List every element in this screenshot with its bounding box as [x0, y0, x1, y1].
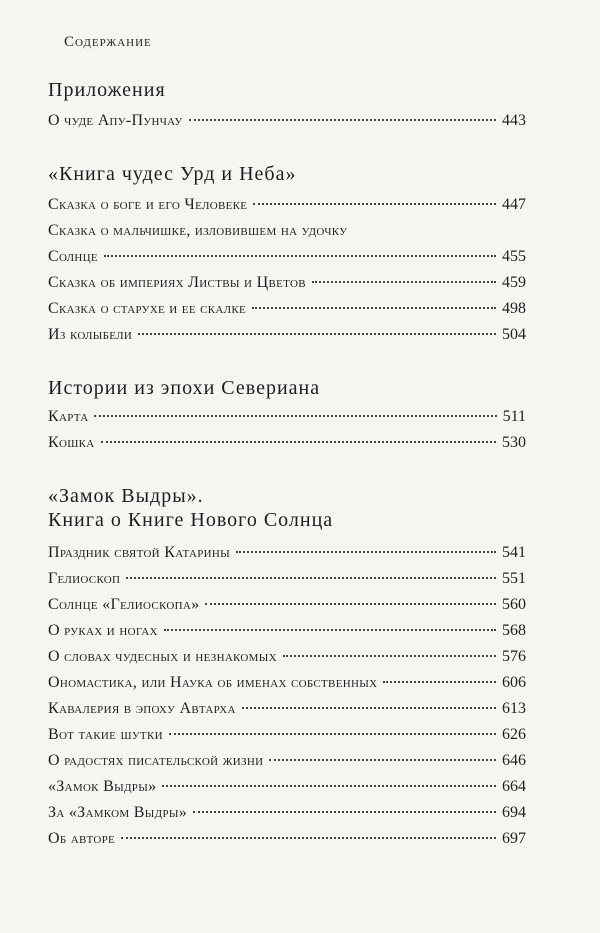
toc-entry[interactable] [48, 568, 526, 590]
entry-title: Вот такие шутки [48, 726, 163, 743]
dot-leader [164, 629, 496, 631]
toc-entry[interactable] [48, 646, 526, 668]
toc-entry[interactable] [48, 432, 526, 454]
dot-leader [138, 333, 496, 335]
dot-leader [126, 577, 496, 579]
toc-entry[interactable] [48, 802, 526, 824]
entry-title: Гелиоскоп [48, 570, 121, 587]
entry-page: 568 [502, 622, 526, 639]
dot-leader [189, 119, 496, 121]
toc-entry[interactable] [48, 298, 526, 320]
dot-leader [121, 837, 496, 839]
section-title-castle-of-the-otter: «Замок Выдры». [48, 485, 204, 507]
section-title-book-of-wonders: «Книга чудес Урд и Неба» [48, 163, 297, 185]
entry-page: 576 [502, 648, 526, 665]
section-title-severian-stories: Истории из эпохи Севериана [48, 377, 321, 399]
entry-page: 541 [502, 544, 526, 561]
dot-leader [269, 759, 496, 761]
dot-leader [252, 307, 496, 309]
entry-title: Сказка о старухе и ее скалке [48, 300, 247, 317]
entry-title: Об авторе [48, 830, 116, 847]
entry-page: 697 [502, 830, 526, 847]
entry-title-line2: Солнце [48, 248, 98, 265]
toc-entry[interactable] [48, 406, 526, 428]
entry-page: 646 [502, 752, 526, 769]
dot-leader [94, 415, 496, 417]
entry-title: Ономастика, или Наука об именах собственных [48, 674, 378, 691]
dot-leader [283, 655, 496, 657]
entry-title: Сказка о боге и его Человеке [48, 196, 248, 213]
toc-entry[interactable] [48, 776, 526, 798]
toc-entry[interactable] [48, 194, 526, 216]
toc-entry[interactable] [48, 620, 526, 642]
entry-title: Кавалерия в эпоху Автарха [48, 700, 236, 717]
dot-leader [253, 203, 496, 205]
entry-page: 613 [502, 700, 526, 717]
toc-entry[interactable] [48, 828, 526, 850]
toc-entry[interactable] [48, 272, 526, 294]
dot-leader [162, 785, 496, 787]
toc-entry[interactable] [48, 672, 526, 694]
toc-entry[interactable] [48, 594, 526, 616]
dot-leader [312, 281, 496, 283]
entry-title: Солнце «Гелиоскопа» [48, 596, 200, 613]
entry-title: «Замок Выдры» [48, 778, 157, 795]
dot-leader [104, 255, 496, 257]
toc-entry[interactable] [48, 324, 526, 346]
dot-leader [193, 811, 496, 813]
dot-leader [242, 707, 496, 709]
toc-entry[interactable] [48, 110, 526, 132]
toc-entry[interactable] [48, 698, 526, 720]
entry-title: Карта [48, 408, 89, 425]
entry-page: 694 [502, 804, 526, 821]
toc-entry[interactable] [48, 724, 526, 746]
toc-entry[interactable] [48, 542, 526, 564]
dot-leader [169, 733, 496, 735]
entry-page: 560 [502, 596, 526, 613]
entry-page: 504 [502, 326, 526, 343]
entry-page: 626 [502, 726, 526, 743]
entry-title: Кошка [48, 434, 95, 451]
entry-title: Праздник святой Катарины [48, 544, 230, 561]
entry-title: О радостях писательской жизни [48, 752, 264, 769]
dot-leader [101, 441, 497, 443]
entry-page: 664 [502, 778, 526, 795]
dot-leader [383, 681, 496, 683]
dot-leader [236, 551, 496, 553]
toc-entry[interactable] [48, 220, 526, 268]
section-subtitle-book-of-new-sun: Книга о Книге Нового Солнца [48, 509, 334, 531]
entry-title: О руках и ногах [48, 622, 158, 639]
section-title-appendices: Приложения [48, 79, 166, 101]
entry-page: 455 [502, 248, 526, 265]
entry-page: 498 [502, 300, 526, 317]
entry-title: О словах чудесных и незнакомых [48, 648, 277, 665]
entry-page: 447 [502, 196, 526, 213]
toc-entry[interactable] [48, 750, 526, 772]
entry-page: 551 [502, 570, 526, 587]
entry-page: 530 [502, 434, 526, 451]
entry-title: Из колыбели [48, 326, 133, 343]
dot-leader [205, 603, 496, 605]
entry-title: За «Замком Выдры» [48, 804, 188, 821]
entry-page: 606 [502, 674, 526, 691]
entry-title-line1: Сказка о мальчишке, изловившем на удочку [48, 222, 348, 239]
entry-last-line [48, 246, 526, 268]
entry-title: Сказка об империях Листвы и Цветов [48, 274, 306, 291]
entry-page: 459 [502, 274, 526, 291]
entry-page: 511 [502, 408, 526, 425]
entry-page: 443 [502, 112, 526, 129]
running-head: Содержание [64, 34, 152, 50]
entry-title: О чуде Апу-Пунчау [48, 112, 183, 129]
